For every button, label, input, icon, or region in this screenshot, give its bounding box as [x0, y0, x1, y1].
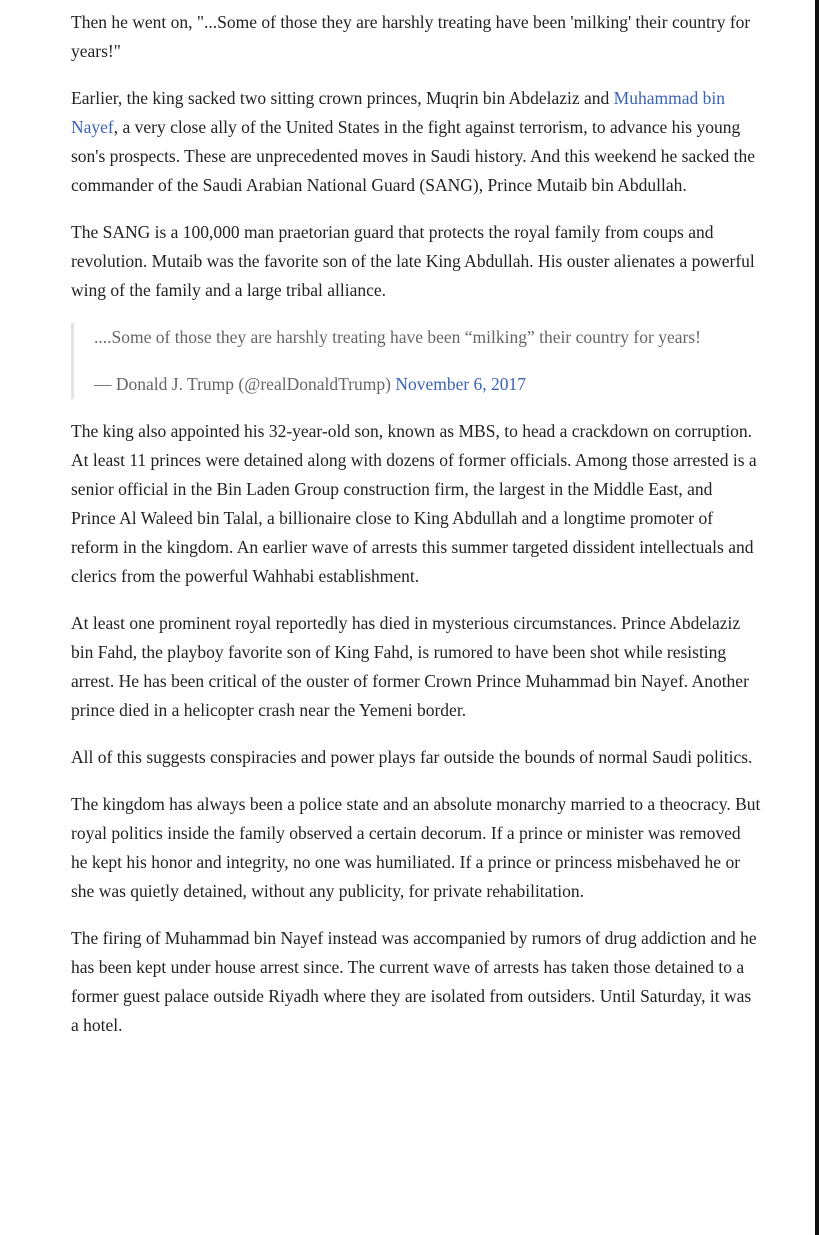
paragraph-text: , a very close ally of the United States in the fight against terrorism, to advance his young son's prospects. These are unprecedented moves in Saudi history. And this weekend he sacked the commander of the Saudi Arabian National Guard (SANG), Prince Mutaib bin Abdullah. [71, 117, 756, 195]
paragraph-mbs-crackdown: The king also appointed his 32-year-old son, known as MBS, to head a crackdown on corruption. At least 11 princes were detained along with dozens of former officials. Among those arrested is a senior official in the Bin Laden Group construction firm, the largest in the Middle East, and Prince Al Waleed bin Talal, a billionaire close to King Abdullah and a longtime promoter of reform in the kingdom. An earlier wave of arrests this summer targeted dissident intellectuals and clerics from the powerful Wahhabi establishment. [71, 421, 757, 586]
tweet-date-link[interactable]: November 6, 2017 [395, 374, 527, 394]
paragraph-house-arrest: The firing of Muhammad bin Nayef instead was accompanied by rumors of drug addiction and he has been kept under house arrest since. The current wave of arrests has taken those detained to a former guest palace outside Riyadh where they are isolated from outsiders. Until Saturday, it was a hotel. [71, 928, 757, 1035]
paragraph-police-state: The kingdom has always been a police state and an absolute monarchy married to a theocracy. But royal politics inside the family observed a certain decorum. If a prince or minister was removed he kept his honor and integrity, no one was humiliated. If a prince or princess misbehaved he or she was quietly detained, without any publicity, for private rehabilitation. [71, 794, 761, 901]
link-muhammad-bin-nayef[interactable]: Muhammad bin Nayef [71, 88, 725, 137]
embedded-tweet [71, 323, 761, 399]
paragraph-text: Earlier, the king sacked two sitting crown princes, Muqrin bin Abdelaziz and [71, 88, 614, 108]
tweet-author: — Donald J. Trump (@realDonaldTrump) [94, 374, 396, 394]
paragraph-crown-princes [71, 84, 761, 200]
paragraph-sang: The SANG is a 100,000 man praetorian guard that protects the royal family from coups and revolution. Mutaib was the favorite son of the late King Abdullah. His ouster alienates a powerful wing of the family and a large tribal alliance. [71, 222, 755, 300]
article-body [71, 8, 761, 1058]
paragraph-conspiracies: All of this suggests conspiracies and power plays far outside the bounds of normal Saudi politics. [71, 747, 753, 767]
tweet-attribution [94, 370, 761, 399]
paragraph-trump-quote: Then he went on, "...Some of those they are harshly treating have been 'milking' their country for years!" [71, 12, 751, 61]
paragraph-mysterious-death: At least one prominent royal reportedly has died in mysterious circumstances. Prince Abdelaziz bin Fahd, the playboy favorite son of King Fahd, is rumored to have been shot while resisting arrest. He has been critical of the ouster of former Crown Prince Muhammad bin Nayef. Another prince died in a helicopter crash near the Yemeni border. [71, 613, 749, 720]
tweet-text: ....Some of those they are harshly treating have been “milking” their country for years! [94, 327, 701, 347]
